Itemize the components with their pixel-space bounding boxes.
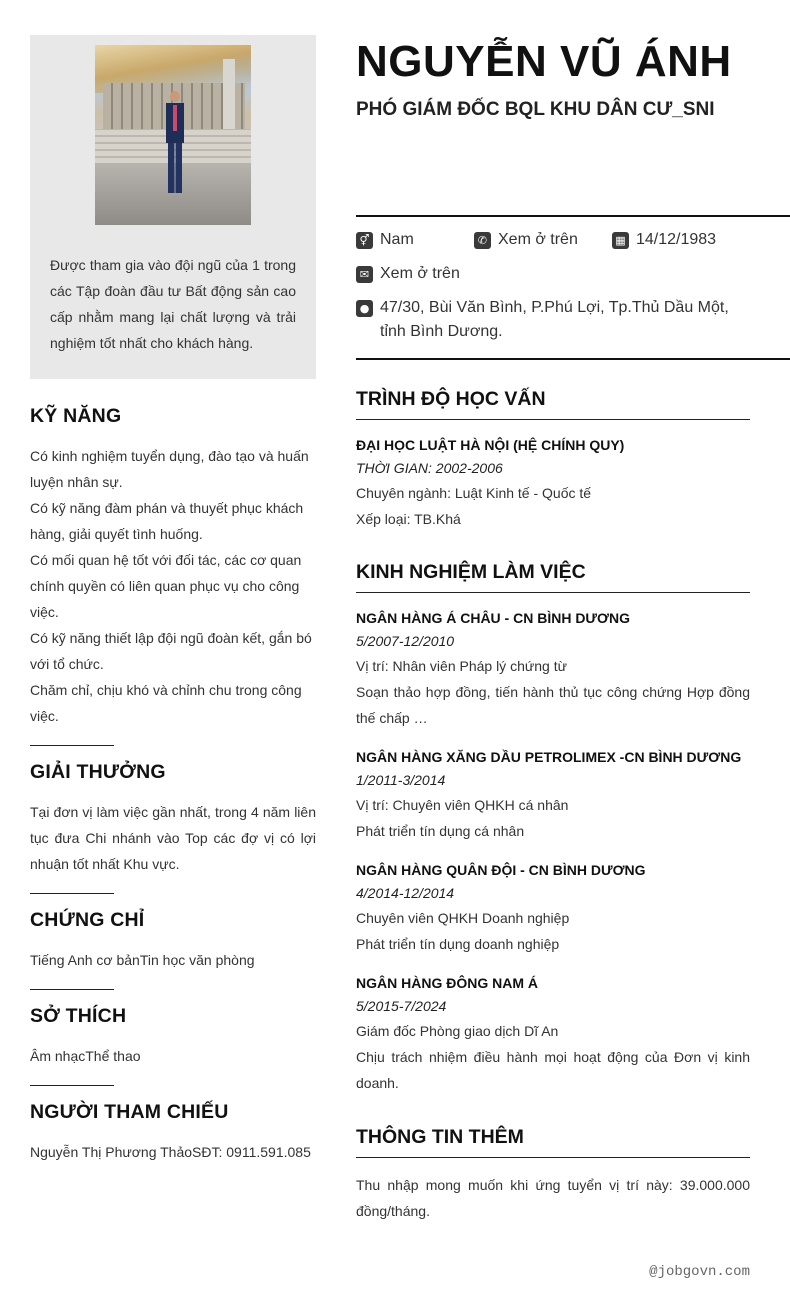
contact-block [356,215,790,360]
job-entry [356,859,750,957]
email-value: Xem ở trên [380,265,460,282]
job-period: 5/2007-12/2010 [356,633,455,649]
job-company: NGÂN HÀNG QUÂN ĐỘI - CN BÌNH DƯƠNG [356,862,646,878]
gender-row [356,228,414,252]
skills-title: KỸ NĂNG [30,405,122,427]
job-line: Vị trí: Nhân viên Pháp lý chứng từ [356,658,567,674]
divider [30,1085,114,1086]
job-line: Phát triển tín dụng doanh nghiệp [356,936,560,952]
skill-item: Chăm chỉ, chịu khó và chỉnh chu trong công việc. [30,682,302,724]
job-company: NGÂN HÀNG XĂNG DẦU PETROLIMEX -CN BÌNH DƯƠNG [356,749,742,765]
gender-value: Nam [380,231,414,248]
references-text: Nguyễn Thị Phương ThảoSĐT: 0911.591.085 [30,1144,311,1160]
skills-section [30,405,316,729]
watermark: @jobgovn.com [649,1264,750,1280]
gender-icon: ⚥ [356,232,373,249]
hobbies-title: SỞ THÍCH [30,1005,127,1027]
dob-value: 14/12/1983 [636,231,717,248]
career-objective: Được tham gia vào đội ngũ của 1 trong các Tập đoàn đầu tư Bất động sản cao cấp nhằm mang lại chất lượng và trải nghiệm tốt nhất cho khách hàng. [50,257,296,351]
phone-value: Xem ở trên [498,231,578,248]
certificates-text: Tiếng Anh cơ bảnTin học văn phòng [30,952,255,968]
skill-item: Có kỹ năng đàm phán và thuyết phục khách hàng, giải quyết tình huống. [30,500,304,542]
calendar-icon: ▦ [612,232,629,249]
job-line: Chuyên viên QHKH Doanh nghiệp [356,910,570,926]
experience-section [356,560,750,1096]
dob-row [612,228,716,252]
job-line: Phát triển tín dụng cá nhân [356,823,525,839]
phone-icon: ✆ [474,232,491,249]
awards-section [30,761,316,877]
job-line: Giám đốc Phòng giao dịch Dĩ An [356,1023,559,1039]
extra-info-section [356,1125,750,1224]
job-company: NGÂN HÀNG Á CHÂU - CN BÌNH DƯƠNG [356,610,630,626]
job-entry [356,607,750,731]
profile-photo [95,45,251,225]
skill-item: Có kỹ năng thiết lập đội ngũ đoàn kết, gắn bó với tổ chức. [30,630,312,672]
school-name: ĐẠI HỌC LUẬT HÀ NỘI (HỆ CHÍNH QUY) [356,437,625,453]
divider [30,745,114,746]
certificates-title: CHỨNG CHỈ [30,909,145,931]
candidate-name: NGUYỄN VŨ ÁNH [356,37,732,86]
education-grade: Xếp loại: TB.Khá [356,511,461,527]
skill-item: Có mối quan hệ tốt với đối tác, các cơ quan chính quyền có liên quan phục vụ cho công việc. [30,552,302,620]
education-title: TRÌNH ĐỘ HỌC VẤN [356,387,750,420]
mail-icon: ✉ [356,266,373,283]
email-row [356,262,460,286]
location-icon: ● [356,300,373,317]
job-period: 4/2014-12/2014 [356,885,455,901]
left-column [30,35,316,1165]
profile-card [30,35,316,379]
hobbies-section [30,1005,316,1069]
experience-title: KINH NGHIỆM LÀM VIỆC [356,560,750,593]
education-section [356,387,750,532]
job-line: Chịu trách nhiệm điều hành mọi hoạt động của Đơn vị kinh doanh. [356,1049,750,1091]
job-company: NGÂN HÀNG ĐÔNG NAM Á [356,975,538,991]
references-section [30,1101,316,1165]
education-period: THỜI GIAN: 2002-2006 [356,460,503,476]
divider [30,989,114,990]
divider [30,893,114,894]
education-major: Chuyên ngành: Luật Kinh tế - Quốc tế [356,485,592,501]
hobbies-text: Âm nhạcThể thao [30,1048,141,1064]
extra-info-title: THÔNG TIN THÊM [356,1125,750,1158]
certificates-section [30,909,316,973]
extra-info-text: Thu nhập mong muốn khi ứng tuyển vị trí này: 39.000.000 đồng/tháng. [356,1177,750,1219]
job-line: Vị trí: Chuyên viên QHKH cá nhân [356,797,569,813]
job-entry [356,972,750,1096]
address-value: 47/30, Bùi Văn Bình, P.Phú Lợi, Tp.Thủ Dầu Một, tỉnh Bình Dương. [380,299,729,340]
skill-item: Có kinh nghiệm tuyển dụng, đào tạo và huấn luyện nhân sự. [30,448,309,490]
job-entry [356,746,750,844]
references-title: NGƯỜI THAM CHIẾU [30,1101,229,1123]
address-row [356,296,756,344]
awards-title: GIẢI THƯỞNG [30,761,166,783]
job-period: 1/2011-3/2014 [356,772,446,788]
job-line: Soạn thảo hợp đồng, tiến hành thủ tục công chứng Hợp đồng thế chấp … [356,684,750,726]
phone-row [474,228,578,252]
candidate-title: PHÓ GIÁM ĐỐC BQL KHU DÂN CƯ_SNI [356,99,715,120]
job-period: 5/2015-7/2024 [356,998,447,1014]
awards-text: Tại đơn vị làm việc gần nhất, trong 4 năm liên tục đưa Chi nhánh vào Top các đợ vị có lợi nhuận tốt nhất Khu vực. [30,804,316,872]
